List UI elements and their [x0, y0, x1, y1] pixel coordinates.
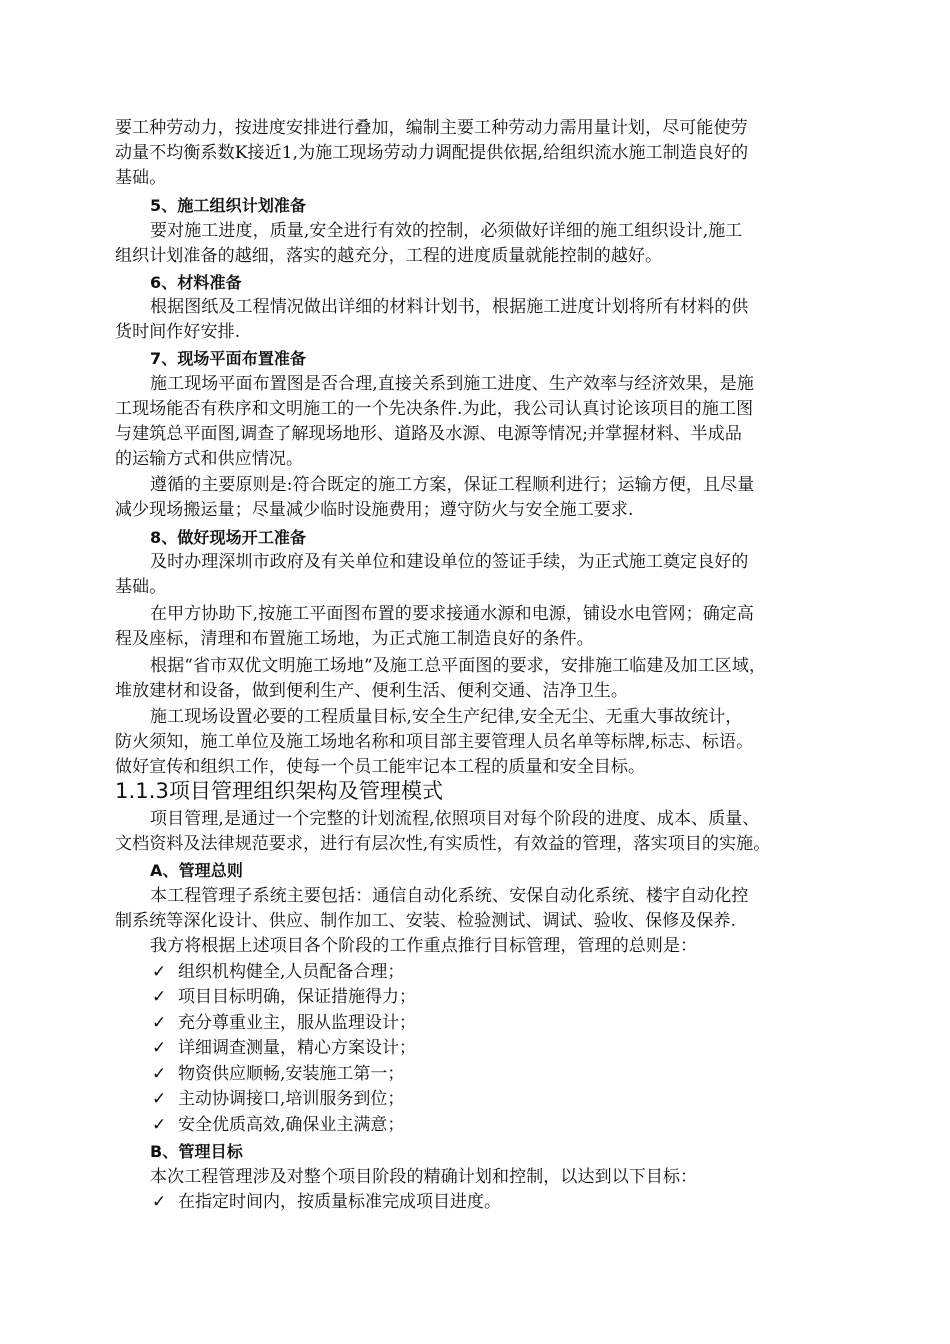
principle-item: ✓ 项目目标明确，保证措施得力；: [152, 987, 416, 1007]
check-icon: ✓: [152, 1089, 167, 1109]
paragraph-line: 根据“省市双优文明施工场地”及施工总平面图的要求，安排施工临建及加工区域，: [150, 656, 767, 676]
principle-item: ✓ 主动协调接口,培训服务到位；: [152, 1089, 405, 1109]
section-heading-b: B、管理目标: [150, 1142, 243, 1161]
paragraph-line: 在甲方协助下,按施工平面图布置的要求接通水源和电源，铺设水电管网；确定高: [150, 604, 755, 624]
paragraph-line: 与建筑总平面图,调查了解现场地形、道路及水源、电源等情况;并掌握材料、半成品: [115, 424, 742, 444]
paragraph-line: 组织计划准备的越细，落实的越充分，工程的进度质量就能控制的越好。: [115, 246, 663, 266]
paragraph-line: 工现场能否有秩序和文明施工的一个先决条件.为此，我公司认真讨论该项目的施工图: [115, 399, 754, 419]
check-icon: ✓: [152, 962, 167, 982]
paragraph-line: 遵循的主要原则是:符合既定的施工方案，保证工程顺利进行；运输方便，且尽量: [150, 475, 755, 495]
goal-item: ✓ 在指定时间内，按质量标准完成项目进度。: [152, 1192, 501, 1212]
paragraph-line: 我方将根据上述项目各个阶段的工作重点推行目标管理，管理的总则是：: [150, 936, 698, 956]
paragraph-line: 根据图纸及工程情况做出详细的材料计划书，根据施工进度计划将所有材料的供: [150, 297, 749, 317]
paragraph-line: 要工种劳动力，按进度安排进行叠加，编制主要工种劳动力需用量计划，尽可能使劳: [115, 118, 748, 138]
check-icon: ✓: [152, 1013, 167, 1033]
check-icon: ✓: [152, 1038, 167, 1058]
paragraph-line: 本工程管理子系统主要包括：通信自动化系统、安保自动化系统、楼宇自动化控: [150, 886, 749, 906]
paragraph-line: 本次工程管理涉及对整个项目阶段的精确计划和控制，以达到以下目标：: [150, 1167, 698, 1187]
principle-item: ✓ 充分尊重业主，服从监理设计；: [152, 1013, 416, 1033]
principle-item: ✓ 组织机构健全,人员配备合理；: [152, 962, 405, 982]
check-icon: ✓: [152, 1115, 167, 1135]
paragraph-line: 施工现场平面布置图是否合理,直接关系到施工进度、生产效率与经济效果，是施: [150, 374, 755, 394]
paragraph-line: 及时办理深圳市政府及有关单位和建设单位的签证手续，为正式施工奠定良好的: [150, 552, 749, 572]
section-heading-8: 8、做好现场开工准备: [150, 528, 307, 547]
section-heading-6: 6、材料准备: [150, 273, 242, 292]
paragraph-line: 施工现场设置必要的工程质量目标,安全生产纪律,安全无尘、无重大事故统计，: [150, 707, 743, 727]
paragraph-line: 要对施工进度，质量,安全进行有效的控制，必须做好详细的施工组织设计,施工: [150, 221, 743, 241]
paragraph-line: 文档资料及法律规范要求，进行有层次性,有实质性，有效益的管理，落实项目的实施。: [115, 834, 771, 854]
paragraph-line: 防火须知，施工单位及施工场地名称和项目部主要管理人员名单等标牌,标志、标语。: [115, 732, 754, 752]
check-icon: ✓: [152, 1192, 167, 1212]
principle-item: ✓ 安全优质高效,确保业主满意；: [152, 1115, 405, 1135]
paragraph-line: 做好宣传和组织工作，使每一个员工能牢记本工程的质量和安全目标。: [115, 757, 646, 777]
section-heading-1-1-3: 1.1.3项目管理组织架构及管理模式: [115, 779, 444, 803]
section-heading-5: 5、施工组织计划准备: [150, 196, 307, 215]
section-heading-7: 7、现场平面布置准备: [150, 349, 307, 368]
check-icon: ✓: [152, 1064, 167, 1084]
paragraph-line: 堆放建材和设备，做到便利生产、便利生活、便利交通、洁净卫生。: [115, 681, 628, 701]
paragraph-line: 制系统等深化设计、供应、制作加工、安装、检验测试、调试、验收、保修及保养.: [115, 911, 737, 931]
paragraph-line: 基础。: [115, 168, 167, 188]
paragraph-line: 货时间作好安排.: [115, 322, 241, 342]
paragraph-line: 项目管理,是通过一个完整的计划流程,依照项目对每个阶段的进度、成本、质量、: [150, 809, 760, 829]
paragraph-line: 动量不均衡系数K接近1,为施工现场劳动力调配提供依据,给组织流水施工制造良好的: [115, 143, 749, 163]
principle-item: ✓ 物资供应顺畅,安装施工第一；: [152, 1064, 405, 1084]
paragraph-line: 程及座标，清理和布置施工场地，为正式施工制造良好的条件。: [115, 629, 594, 649]
paragraph-line: 的运输方式和供应情况。: [115, 449, 304, 469]
check-icon: ✓: [152, 987, 167, 1007]
paragraph-line: 基础。: [115, 577, 167, 597]
principle-item: ✓ 详细调查测量，精心方案设计；: [152, 1038, 416, 1058]
section-heading-a: A、管理总则: [150, 861, 243, 880]
paragraph-line: 减少现场搬运量；尽量减少临时设施费用；遵守防火与安全施工要求.: [115, 500, 634, 520]
